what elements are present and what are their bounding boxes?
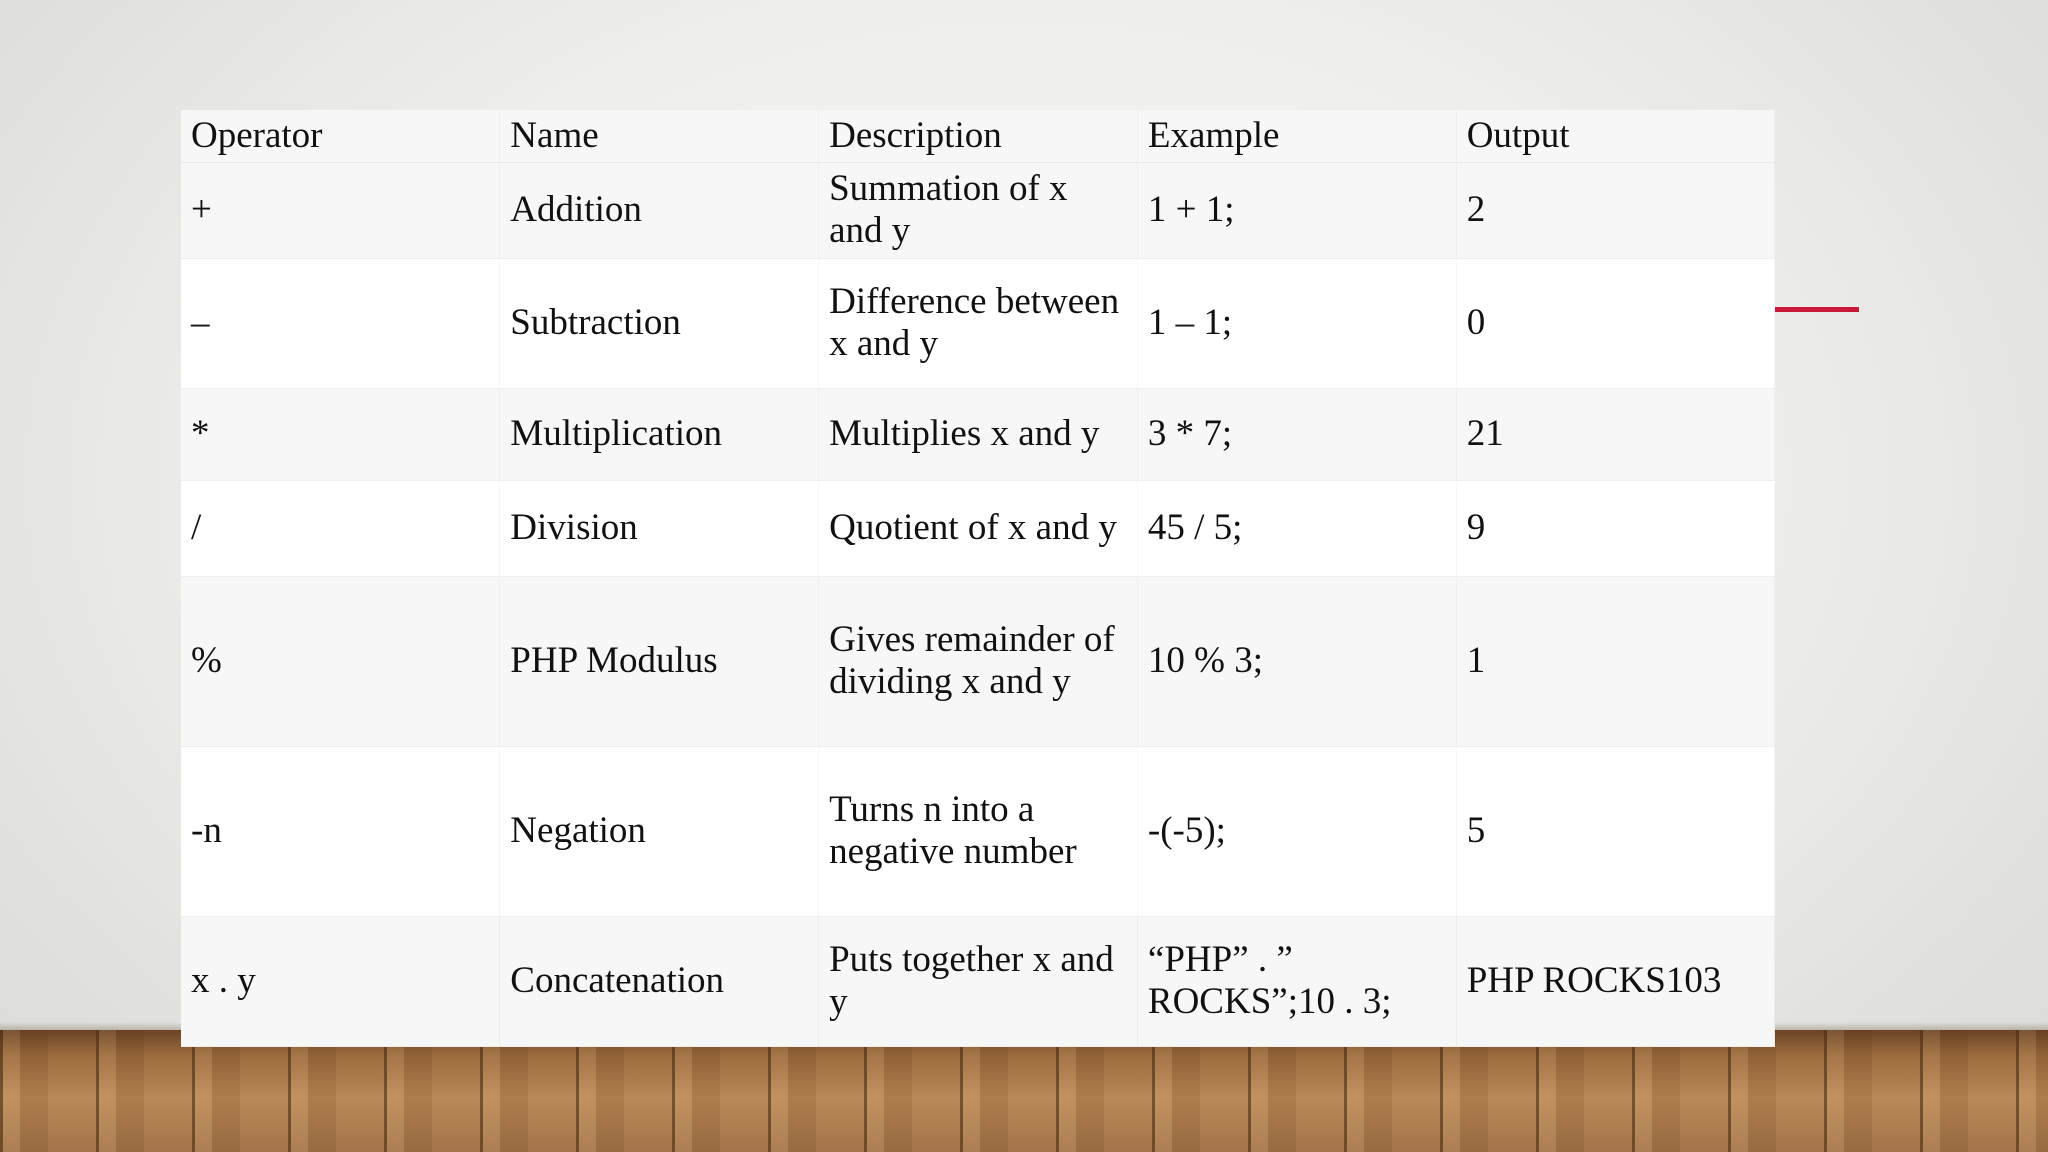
- cell-description: Turns n into a negative number: [819, 746, 1138, 916]
- cell-example: 45 / 5;: [1137, 480, 1456, 576]
- cell-output: 2: [1456, 162, 1775, 258]
- cell-example: 3 * 7;: [1137, 388, 1456, 480]
- cell-output: 9: [1456, 480, 1775, 576]
- cell-name: Subtraction: [500, 258, 819, 388]
- accent-line: [1773, 307, 1859, 312]
- cell-description: Summation of x and y: [819, 162, 1138, 258]
- table-row: [181, 746, 1775, 916]
- cell-description: Multiplies x and y: [819, 388, 1138, 480]
- cell-example: 1 – 1;: [1137, 258, 1456, 388]
- table-row: [181, 162, 1775, 258]
- cell-output: 1: [1456, 576, 1775, 746]
- cell-operator: *: [181, 388, 500, 480]
- cell-description: Puts together x and y: [819, 916, 1138, 1046]
- table-row: [181, 916, 1775, 1046]
- header-output: Output: [1456, 110, 1775, 162]
- table-row: [181, 258, 1775, 388]
- cell-output: 21: [1456, 388, 1775, 480]
- cell-name: Multiplication: [500, 388, 819, 480]
- header-description: Description: [819, 110, 1138, 162]
- cell-example: “PHP” . ” ROCKS”;10 . 3;: [1137, 916, 1456, 1046]
- cell-example: 10 % 3;: [1137, 576, 1456, 746]
- header-example: Example: [1137, 110, 1456, 162]
- cell-output: 0: [1456, 258, 1775, 388]
- cell-name: Addition: [500, 162, 819, 258]
- table-row: [181, 388, 1775, 480]
- cell-operator: –: [181, 258, 500, 388]
- cell-operator: /: [181, 480, 500, 576]
- operators-table: [181, 110, 1775, 1047]
- table-row: [181, 576, 1775, 746]
- cell-operator: -n: [181, 746, 500, 916]
- table-row: [181, 480, 1775, 576]
- wood-floor: [0, 1030, 2048, 1152]
- cell-name: Concatenation: [500, 916, 819, 1046]
- cell-operator: +: [181, 162, 500, 258]
- cell-output: 5: [1456, 746, 1775, 916]
- table-header-row: [181, 110, 1775, 162]
- cell-description: Gives remainder of dividing x and y: [819, 576, 1138, 746]
- cell-example: -(-5);: [1137, 746, 1456, 916]
- cell-name: Division: [500, 480, 819, 576]
- cell-name: PHP Modulus: [500, 576, 819, 746]
- cell-name: Negation: [500, 746, 819, 916]
- cell-description: Difference between x and y: [819, 258, 1138, 388]
- cell-operator: x . y: [181, 916, 500, 1046]
- cell-output: PHP ROCKS103: [1456, 916, 1775, 1046]
- cell-description: Quotient of x and y: [819, 480, 1138, 576]
- operators-table-container: [181, 110, 1775, 1046]
- header-operator: Operator: [181, 110, 500, 162]
- cell-example: 1 + 1;: [1137, 162, 1456, 258]
- cell-operator: %: [181, 576, 500, 746]
- header-name: Name: [500, 110, 819, 162]
